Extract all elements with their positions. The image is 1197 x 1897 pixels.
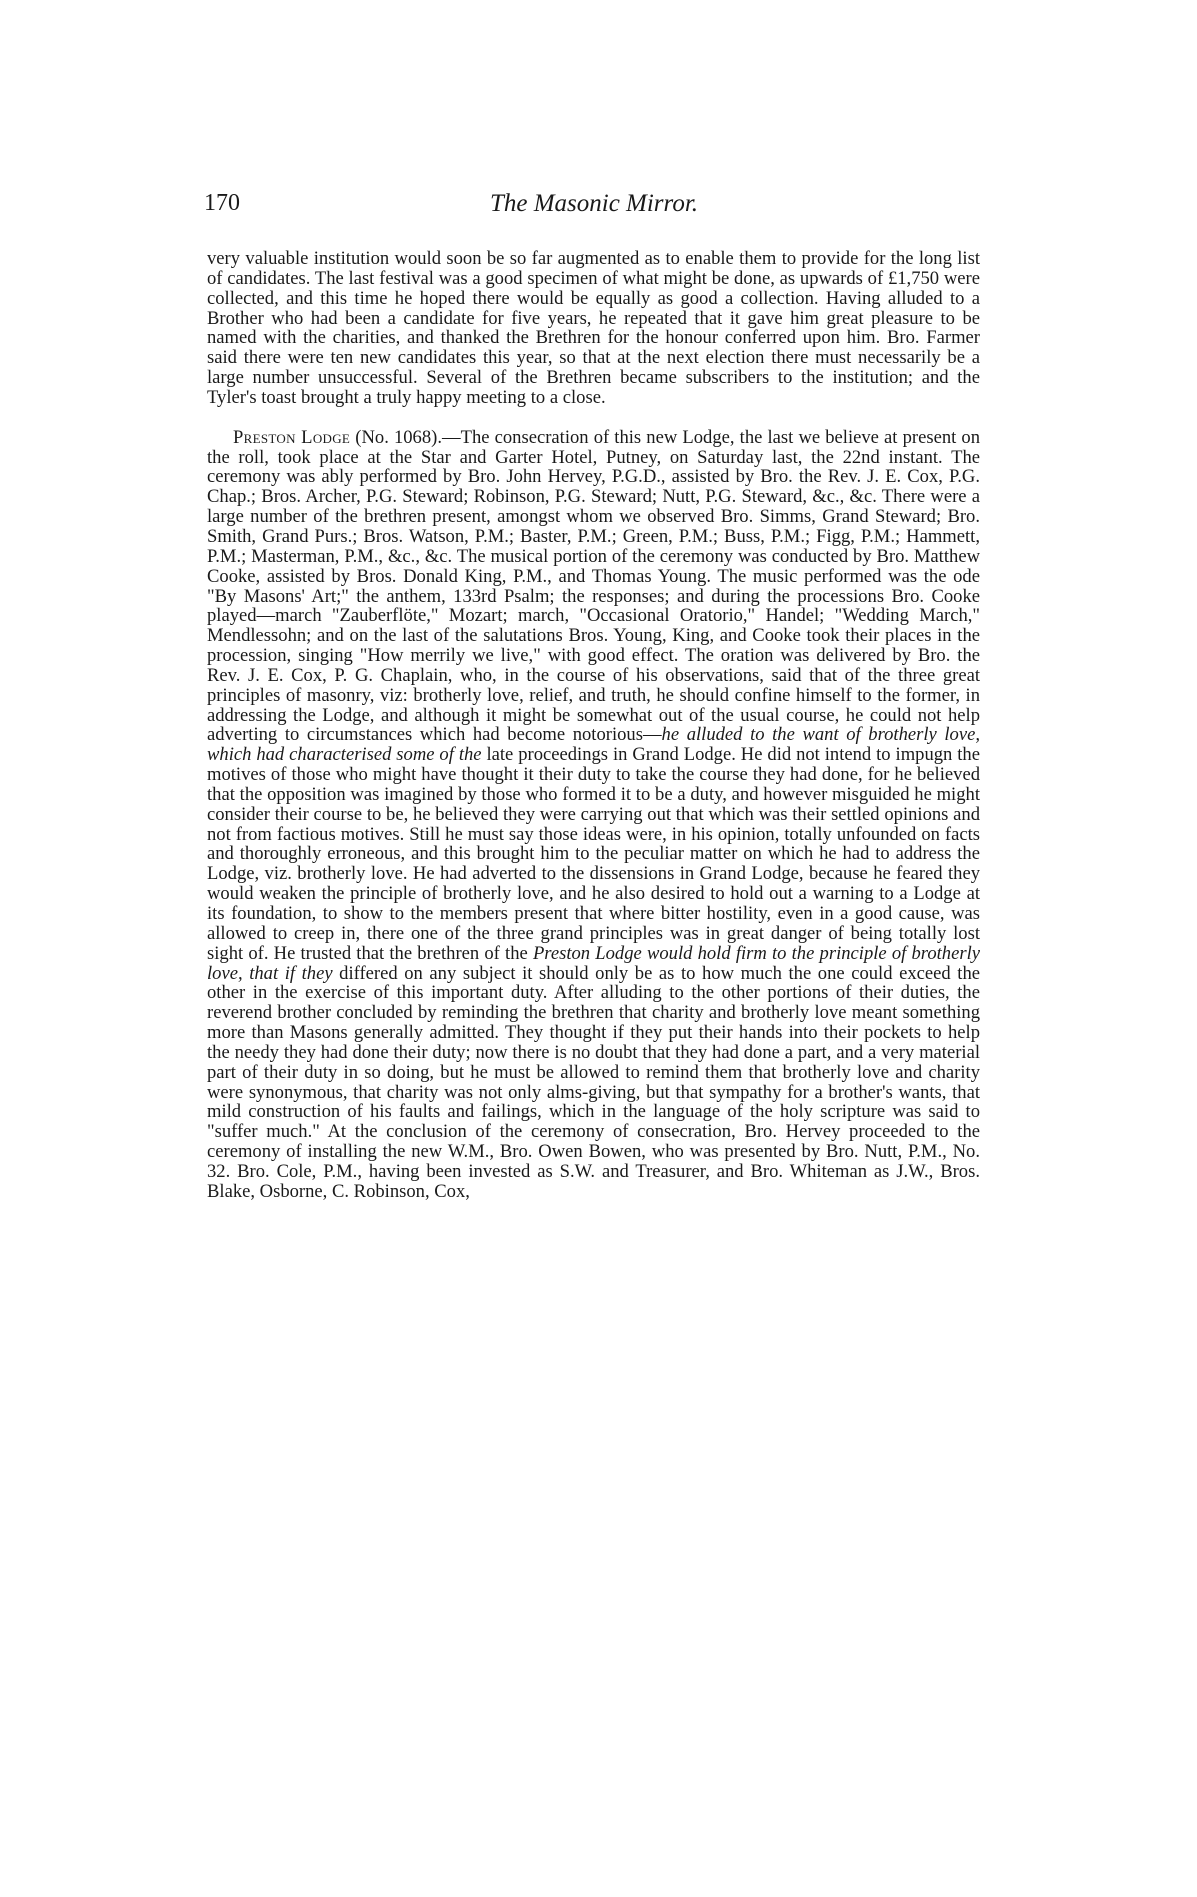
paragraph-preston-lodge: [207, 428, 980, 1202]
paragraph-continuation: very valuable institution would soon be so far augmented as to enable them to provide for the long list of candidates. The last festival was a good specimen of what might be done, as upwards of £1,750 were collected, and this time he hoped there would be equally as good a collection. Having alluded to a Brother who had been a candidate for five years, he repeated that it gave him great pleasure to be named with the charities, and thanked the Brethren for the honour conferred upon him. Bro. Farmer said there were ten new candidates this year, so that at the next election there must necessarily be a large number unsuccessful. Several of the Brethren became subscribers to the institution; and the Tyler's toast brought a truly happy meeting to a close.: [207, 248, 980, 408]
text-column: [207, 249, 980, 1202]
running-title: The Masonic Mirror.: [489, 190, 699, 217]
page-number: 170: [204, 190, 240, 216]
italic-passage: he alluded to the want of brotherly love, which had characterised some of the: [207, 724, 981, 766]
paragraph-text: (No. 1068).—The consecration of this new Lodge, the last we believe at present on the roll, took place at the Star and Garter Hotel, Putney, on Saturday last, the 22nd instant. The ceremony was ably performed by Bro. John Hervey, P.G.D., assisted by Bro. the Rev. J. E. Cox, P.G. Chap.; Bros. Archer, P.G. Steward; Robinson, P.G. Steward; Nutt, P.G. Steward, &c., &c. There were a large number of the brethren present, amongst whom we observed Bro. Simms, Grand Steward; Bro. Smith, Grand Purs.; Bros. Watson, P.M.; Baster, P.M.; Green, P.M.; Buss, P.M.; Figg, P.M.; Hammett, P.M.; Masterman, P.M., &c., &c. The musical portion of the ceremony was conducted by Bro. Matthew Cooke, assisted by Bros. Donald King, P.M., and Thomas Young. The music performed was the ode "By Masons' Art;" the anthem, 133rd Psalm; the responses; and during the processions Bro. Cooke played—march "Zauberflöte," Mozart; march, "Occasional Oratorio," Handel; "Wedding March," Mendlessohn; and on the last of the salutations Bros. Young, King, and Cooke took their places in the procession, singing "How merrily we live," with good effect. The oration was delivered by Bro. the Rev. J. E. Cox, P. G. Chaplain, who, in the course of his observations, said that of the three great principles of masonry, viz: brotherly love, relief, and truth, he should confine himself to the former, in addressing the Lodge, and although it might be somewhat out of the usual course, he could not help adverting to circumstances which had become notorious—: [207, 426, 980, 746]
italic-passage: Preston Lodge would hold firm to the principle of brotherly love, that if they: [207, 942, 980, 984]
paragraph-text: late proceedings in Grand Lodge. He did not intend to impugn the motives of those who might have thought it their duty to take the course they had done, for he believed that the opposition was imagined by those who formed it to be a duty, and however misguided he might consider their course to be, he believed they were carrying out that which was their settled opinions and not from factious motives. Still he must say those ideas were, in his opinion, totally unfounded on facts and thoroughly erroneous, and this brought him to the peculiar matter on which he had to address the Lodge, viz. brotherly love. He had adverted to the dissensions in Grand Lodge, because he feared they would weaken the principle of brotherly love, and he also desired to hold out a warning to a Lodge at its foundation, to show to the members present that where bitter hostility, even in a good cause, was allowed to creep in, there one of the three grand principles was in great danger of being totally lost sight of. He trusted that the brethren of the: [207, 744, 980, 964]
section-lead: Preston Lodge: [233, 426, 351, 448]
running-head: [204, 190, 984, 230]
paragraph-text: differed on any subject it should only be as to how much the one could exceed the other in the exercise of this important duty. After alluding to the other portions of their duties, the reverend brother concluded by reminding the brethren that charity and brotherly love meant something more than Masons generally admitted. They thought if they put their hands into their pockets to help the needy they had done their duty; now there is no doubt that they had done a part, and a very material part of their duty in so doing, but he must be allowed to remind them that brotherly love and charity were synonymous, that charity was not only alms-giving, but that sympathy for a brother's wants, that mild construction of his faults and failings, which in the language of the holy scripture was said to "suffer much." At the conclusion of the ceremony of consecration, Bro. Hervey proceeded to the ceremony of installing the new W.M., Bro. Owen Bowen, who was presented by Bro. Nutt, P.M., No. 32. Bro. Cole, P.M., having been invested as S.W. and Treasurer, and Bro. Whiteman as J.W., Bros. Blake, Osborne, C. Robinson, Cox,: [207, 962, 980, 1202]
